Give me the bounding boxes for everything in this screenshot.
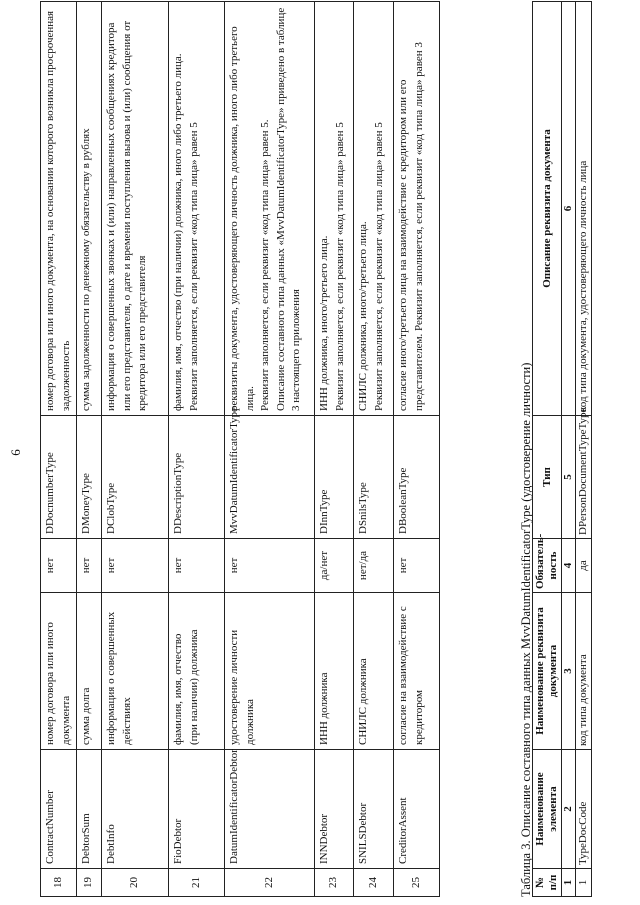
required-flag: нет/да	[354, 539, 394, 593]
table3-index-cell: 4	[562, 539, 576, 593]
element-name: DatumIdentificatorDebtor	[225, 750, 315, 869]
main-table-body	[41, 2, 440, 897]
row-number: 23	[315, 869, 354, 897]
requisite-name: номер договора или иного документа	[41, 593, 77, 750]
table-row	[354, 2, 394, 897]
table-row	[41, 2, 77, 897]
requisite-description: информация о совершенных звонках и (или) направленных сообщениях кредитора или его представителя, о дате и времени поступления вызова и (или) сообщения от кредитора или его представителя	[102, 2, 169, 416]
table3-header-cell: Тип	[533, 416, 562, 539]
requisite-description: реквизиты документа, удостоверяющего личность должника, иного либо третьего лица. Реквизит заполняется, если реквизит «код типа лица» равен 5. Описание составного типа данных «MvvDatumIdentificatorType» приведено в таблице 3 настоящего приложения	[225, 2, 315, 416]
requisite-description: ИНН должника, иного/третьего лица. Реквизит заполняется, если реквизит «код типа лица» равен 5	[315, 2, 354, 416]
required-flag: нет	[169, 539, 225, 593]
row-number: 20	[102, 869, 169, 897]
table3-index-cell: 6	[562, 2, 576, 416]
data-type: DMoneyType	[77, 416, 102, 539]
required-flag: нет	[77, 539, 102, 593]
table3-header-cell: Наименование реквизита документа	[533, 593, 562, 750]
element-name: ContractNumber	[41, 750, 77, 869]
required-flag: нет	[41, 539, 77, 593]
requisite-description: сумма задолженности по денежному обязательству в рублях	[77, 2, 102, 416]
element-name: CreditorAssent	[394, 750, 440, 869]
table3	[532, 1, 592, 897]
requisite-description: код типа документа, удостоверяющего личность лица	[576, 2, 592, 416]
row-number: 24	[354, 869, 394, 897]
table-row	[225, 2, 315, 897]
data-type: DSnilsType	[354, 416, 394, 539]
table-row	[169, 2, 225, 897]
requisite-name: фамилия, имя, отчество (при наличии) должника	[169, 593, 225, 750]
data-type: MvvDatumIdentificatorType	[225, 416, 315, 539]
data-type: DDocnumberType	[41, 416, 77, 539]
row-number: 18	[41, 869, 77, 897]
row-number: 22	[225, 869, 315, 897]
requisite-name: удостоверение личности должника	[225, 593, 315, 750]
table-row	[394, 2, 440, 897]
requisite-description: номер договора или иного документа, на основании которого возникла просроченная задолженность	[41, 2, 77, 416]
table3-header-cell: № п/п	[533, 869, 562, 897]
element-name: DebtorSum	[77, 750, 102, 869]
element-name: INNDebtor	[315, 750, 354, 869]
row-number: 19	[77, 869, 102, 897]
data-type: DInnType	[315, 416, 354, 539]
table3-index-cell: 1	[562, 869, 576, 897]
row-number: 25	[394, 869, 440, 897]
table3-index-cell: 5	[562, 416, 576, 539]
element-name: DebtInfo	[102, 750, 169, 869]
table-row	[315, 2, 354, 897]
table3-index-cell: 2	[562, 750, 576, 869]
data-type: DPersonDocumentTypeType	[576, 416, 592, 539]
required-flag: нет	[394, 539, 440, 593]
required-flag: да/нет	[315, 539, 354, 593]
data-type: DBooleanType	[394, 416, 440, 539]
table3-header-cell: Обязатель-ность	[533, 539, 562, 593]
requisite-name: согласие на взаимодействие с кредитором	[394, 593, 440, 750]
required-flag: нет	[102, 539, 169, 593]
table3-row	[576, 2, 592, 897]
table3-index-row	[562, 2, 576, 897]
required-flag: да	[576, 539, 592, 593]
required-flag: нет	[225, 539, 315, 593]
table3-header-cell: Наименование элемента	[533, 750, 562, 869]
table3-header-cell: Описание реквизита документа	[533, 2, 562, 416]
element-name: FioDebtor	[169, 750, 225, 869]
row-number: 1	[576, 869, 592, 897]
element-name: SNILSDebtor	[354, 750, 394, 869]
page-number: 6	[8, 449, 23, 456]
table3-header-row	[533, 2, 562, 897]
requisite-name: ИНН должника	[315, 593, 354, 750]
table3-body	[562, 2, 592, 897]
element-name: TypeDocCode	[576, 750, 592, 869]
requisite-description: СНИЛС должника, иного/третьего лица. Реквизит заполняется, если реквизит «код типа лица» равен 5	[354, 2, 394, 416]
data-type: DDescriptionType	[169, 416, 225, 539]
requisite-name: информация о совершенных действиях	[102, 593, 169, 750]
main-table	[40, 1, 440, 897]
row-number: 21	[169, 869, 225, 897]
table-row	[102, 2, 169, 897]
table3-caption: Таблица 3. Описание составного типа данных MvvDatumIdentificatorType (удостоверение личности)	[519, 362, 533, 897]
data-type: DClobType	[102, 416, 169, 539]
requisite-name: код типа документа	[576, 593, 592, 750]
requisite-description: фамилия, имя, отчество (при наличии) должника, иного либо третьего лица. Реквизит заполняется, если реквизит «код типа лица» равен 5	[169, 2, 225, 416]
requisite-name: сумма долга	[77, 593, 102, 750]
requisite-description: согласие иного/третьего лица на взаимодействие с кредитором или его представителем. Реквизит заполняется, если реквизит «код типа лица» равен 3	[394, 2, 440, 416]
requisite-name: СНИЛС должника	[354, 593, 394, 750]
table-row	[77, 2, 102, 897]
table3-index-cell: 3	[562, 593, 576, 750]
